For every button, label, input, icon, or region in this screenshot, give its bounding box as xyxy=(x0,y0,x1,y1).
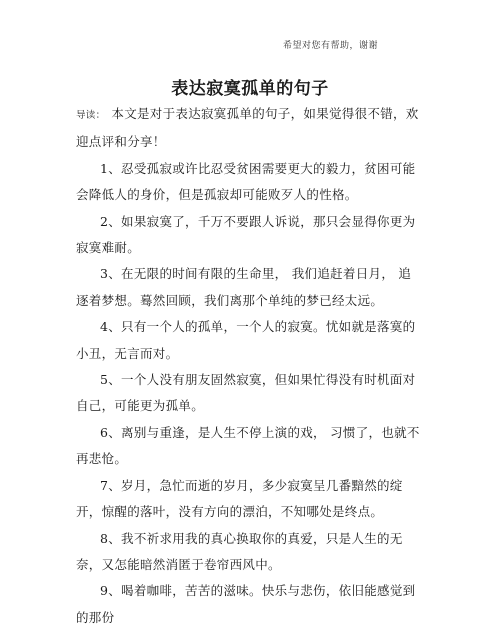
paragraph-6: 6、离别与重逢，是人生不停上演的戏， 习惯了，也就不再悲怆。 xyxy=(76,424,420,467)
document-body xyxy=(76,101,422,631)
paragraph-4: 4、只有一个人的孤单，一个人的寂寞。忧如就是落寞的小丑，无言而对。 xyxy=(76,319,416,361)
paragraph-7: 7、岁月，急忙而逝的岁月，多少寂寞呈几番黯然的绽开，惊醒的落叶，没有方向的漂泊，不知哪处是终点。 xyxy=(76,477,403,520)
paragraph-8: 8、我不祈求用我的真心换取你的真爱，只是人生的无奈，又怎能暗然消匿于卷帘西风中。 xyxy=(76,530,403,572)
document-title: 表达寂寞孤单的句子 xyxy=(171,79,329,99)
intro-text: 本文是对于表达寂寞孤单的句子，如果觉得很不错，欢迎点评和分享！ xyxy=(76,106,419,150)
paragraph-5: 5、一个人没有朋友固然寂寞，但如果忙得没有时机面对自己，可能更为孤单。 xyxy=(76,372,416,414)
guide-label: 导读： xyxy=(76,110,106,121)
paragraph-9: 9、喝着咖啡，苦苦的滋味。快乐与悲伤，依旧能感觉到的那份 xyxy=(76,583,416,625)
intro-paragraph xyxy=(76,101,422,156)
paragraph-3: 3、在无限的时间有限的生命里， 我们追赶着日月， 追逐着梦想。蓦然回顾，我们离那个单纯的梦已经太远。 xyxy=(76,266,412,308)
paragraph-1: 1、忍受孤寂或许比忍受贫困需要更大的毅力，贫困可能会降低人的身价，但是孤寂却可能败歹人的性格。 xyxy=(76,160,416,203)
header-note: 希望对您有帮助，谢谢 xyxy=(282,41,378,51)
paragraph-2: 2、如果寂寞了，千万不要跟人诉说，那只会显得你更为寂寞难耐。 xyxy=(76,213,416,256)
